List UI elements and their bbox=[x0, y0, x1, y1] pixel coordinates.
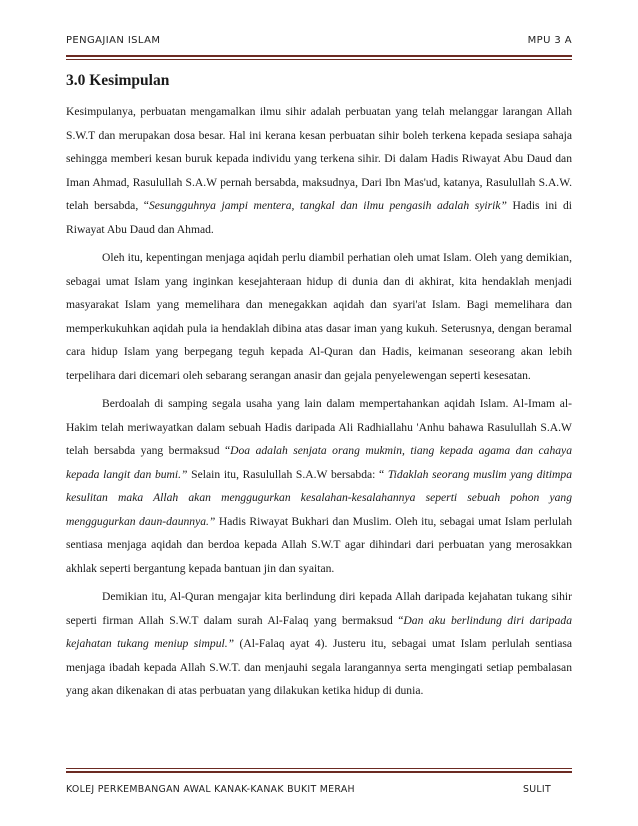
paragraph-3-text-mid: Selain itu, Rasulullah S.A.W bersabda: “ bbox=[187, 467, 388, 481]
footer-classification: SULIT bbox=[522, 784, 551, 795]
paragraph-1 bbox=[66, 100, 572, 241]
header-course-code: MPU 3 A bbox=[527, 35, 572, 46]
header-rule-thin bbox=[66, 59, 572, 60]
paragraph-4-text: Demikian itu, Al-Quran mengajar kita berlindung diri kepada Allah daripada kejahatan tukang sihir seperti firman Allah S.W.T dalam surah Al-Falaq yang bermaksud “ bbox=[66, 590, 572, 627]
page-header bbox=[66, 35, 572, 51]
paragraph-1-text: Kesimpulanya, perbuatan mengamalkan ilmu sihir adalah perbuatan yang telah melanggar larangan Allah S.W.T dan merupakan dosa besar. Hal ini kerana kesan perbuatan sihir boleh terkena kepada sesiapa sahaja sehingga memberi kesan buruk kepada individu yang terkena sihir. Di dalam Hadis Riwayat Abu Daud dan Iman Ahmad, Rasulullah S.A.W pernah bersabda, maksudnya, Dari Ibn Mas'ud, katanya, Rasulullah S.A.W. telah bersabda, “ bbox=[66, 105, 572, 212]
page-footer bbox=[66, 784, 572, 800]
paragraph-3-text-end: Hadis Riwayat Bukhari dan Muslim. Oleh itu, sebagai umat Islam perlulah sentiasa menjaga aqidah dan berdoa kepada Allah S.W.T agar dihindari dari perbuatan yang merosakkan akhlak seperti bergantung kepada bantuan jin dan syaitan. bbox=[66, 514, 572, 575]
paragraph-4-quote: Dan aku berlindung diri daripada kejahatan tukang meniup simpul.” bbox=[66, 613, 572, 650]
paragraph-1-text-end: Hadis ini di Riwayat Abu Daud dan Ahmad. bbox=[66, 199, 572, 236]
section-heading: 3.0 Kesimpulan bbox=[66, 72, 170, 89]
paragraph-2 bbox=[66, 246, 572, 387]
paragraph-3-quote-1: Doa adalah senjata orang mukmin, tiang kepada agama dan cahaya kepada langit dan bumi.” bbox=[66, 444, 572, 481]
header-course-title: PENGAJIAN ISLAM bbox=[66, 35, 161, 46]
paragraph-3 bbox=[66, 392, 572, 580]
footer-institution: KOLEJ PERKEMBANGAN AWAL KANAK-KANAK BUKIT MERAH bbox=[66, 784, 355, 795]
paragraph-4-text-end: (Al-Falaq ayat 4). Justeru itu, sebagai umat Islam perlulah sentiasa menjaga ibadah kepada Allah S.W.T. dan menjauhi segala larangannya serta mengingati setiap pembalasan yang akan dikenakan di atas perbuatan yang dilakukan ketika hidup di dunia. bbox=[66, 637, 572, 697]
document-body bbox=[66, 70, 572, 708]
paragraph-3-text: Berdoalah di samping segala usaha yang lain dalam mempertahankan aqidah Islam. Al-Imam al-Hakim telah meriwayatkan dalam sebuah Hadis daripada Ali Radhiallahu 'Anhu bahawa Rasulullah S.A.W telah bersabda yang bermaksud “ bbox=[66, 397, 572, 457]
footer-rule-thick bbox=[66, 771, 572, 773]
header-rule-thick bbox=[66, 55, 572, 57]
paragraph-4 bbox=[66, 585, 572, 703]
footer-rule-thin bbox=[66, 768, 572, 769]
paragraph-1-quote: Sesungguhnya jampi mentera, tangkal dan ilmu pengasih adalah syirik” bbox=[148, 199, 507, 212]
paragraph-3-quote-2: Tidaklah seorang muslim yang ditimpa kesulitan maka Allah akan menggugurkan kesalahan-kesalahannya seperti sebuah pohon yang menggugurkan daun-daunnya.” bbox=[66, 467, 572, 528]
paragraph-2-text: Oleh itu, kepentingan menjaga aqidah perlu diambil perhatian oleh umat Islam. Oleh yang demikian, sebagai umat Islam yang inginkan kesejahteraan hidup di dunia dan di akhirat, kita hendaklah menjadi masyarakat Islam yang memelihara dan menegakkan aqidah dan syari'at Islam. Bagi memelihara dan memperkukuhkan aqidah pula ia hendaklah dibina atas dasar iman yang kukuh. Seterusnya, dengan beramal cara hidup Islam yang berpegang teguh kepada Al-Quran dan Hadis, keimanan seseorang akan lebih terpelihara dari dicemari oleh sebarang serangan anasir dan gejala penyelewengan seperti kesesatan. bbox=[66, 251, 572, 382]
